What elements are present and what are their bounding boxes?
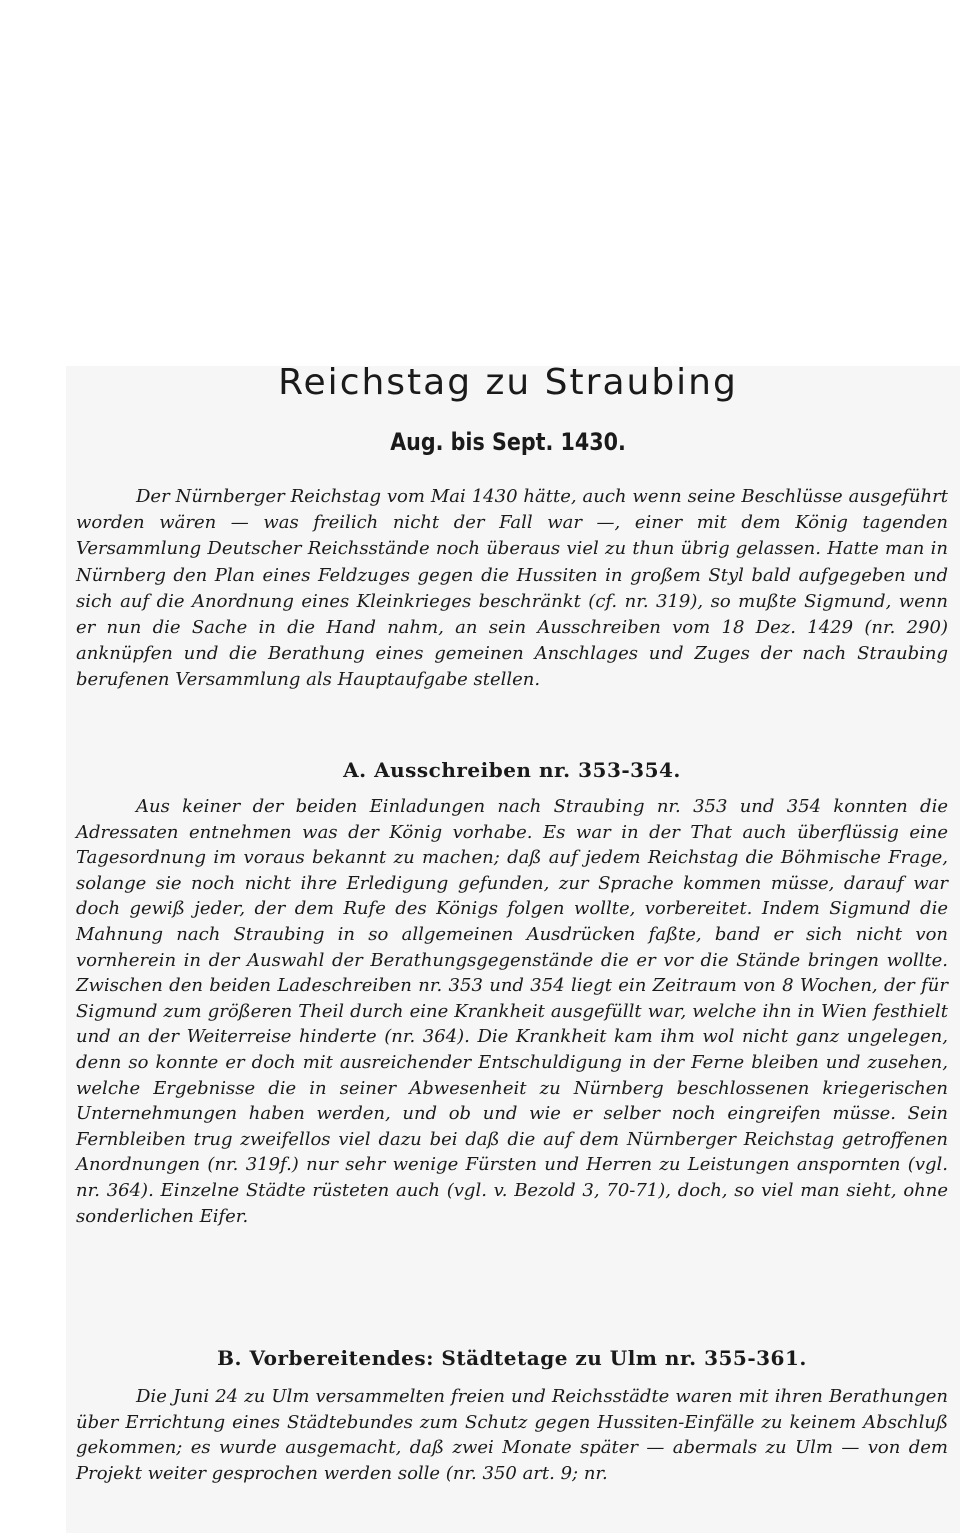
section-a-paragraph: Aus keiner der beiden Einladungen nach Straubing nr. 353 und 354 konnten die Adressaten entnehmen was der König vorhabe. Es war in der That auch überflüssig eine Tagesordnung im voraus bekannt zu machen; daß auf jedem Reichstag die Böhmische Frage, solange sie noch nicht ihre Erledigung gefunden, zur Sprache kommen müsse, darauf war doch gewiß jeder, der dem Rufe des Königs folgen wollte, vorbereitet. Indem Sigmund die Mahnung nach Straubing in so allgemeinen Ausdrücken faßte, band er sich nicht von vornherein in der Auswahl der Berathungsgegenstände die er vor die Stände bringen wollte. Zwischen den beiden Ladeschreiben nr. 353 und 354 liegt ein Zeitraum von 8 Wochen, der für Sigmund zum größeren Theil durch eine Krankheit ausgefüllt war, welche ihn in Wien festhielt und an der Weiterreise hinderte (nr. 364). Die Krankheit kam ihm wol nicht ganz ungelegen, denn so konnte er doch mit ausreichender Entschuldigung in der Ferne bleiben und zusehen, welche Ergebnisse die in seiner Abwesenheit zu Nürnberg beschlossenen kriegerischen Unternehmungen haben werden, und ob und wie er selber noch eingreifen müsse. Sein Fernbleiben trug zweifellos viel dazu bei daß die auf dem Nürnberger Reichstag getroffenen Anordnungen (nr. 319f.) nur sehr wenige Fürsten und Herren zu Leistungen anspornten (vgl. nr. 364). Einzelne Städte rüsteten auch (vgl. v. Bezold 3, 70-71), doch, so viel man sieht, ohne sonderlichen Eifer. — [76, 796, 948, 1227]
section-b-paragraph: Die Juni 24 zu Ulm versammelten freien und Reichsstädte waren mit ihren Berathungen über Errichtung eines Städtebundes zum Schutz gegen Hussiten-Einfälle zu keinem Abschluß gekommen; es wurde ausgemacht, daß zwei Monate später — abermals zu Ulm — von dem Projekt weiter gesprochen werden solle (nr. 350 art. 9; nr. — [76, 1386, 948, 1484]
section-b-heading: B. Vorbereitendes: Städtetage zu Ulm nr. 355-361. — [217, 1346, 807, 1370]
intro-paragraph: Der Nürnberger Reichstag vom Mai 1430 hätte, auch wenn seine Beschlüsse ausgeführt worden wären — was freilich nicht der Fall war —, einer mit dem König tagenden Versammlung Deutscher Reichsstände noch überaus viel zu thun übrig gelassen. Hatte man in Nürnberg den Plan eines Feldzuges gegen die Hussiten in großem Styl bald aufgegeben und sich auf die Anordnung eines Kleinkrieges beschränkt (cf. nr. 319), so mußte Sigmund, wenn er nun die Sache in die Hand nahm, an sein Ausschreiben vom 18 Dez. 1429 (nr. 290) anknüpfen und die Berathung eines gemeinen Anschlages und Zuges der nach Straubing berufenen Versammlung als Hauptaufgabe stellen. — [76, 486, 948, 691]
section-a-heading: A. Ausschreiben nr. 353-354. — [343, 758, 681, 782]
document-subtitle: Aug. bis Sept. 1430. — [390, 428, 626, 456]
document-title: Reichstag zu Straubing — [278, 362, 738, 403]
